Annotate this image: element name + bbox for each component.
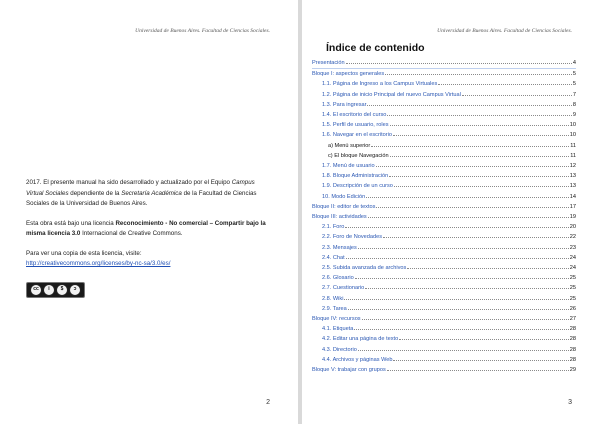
toc-entry-page: 4 [572, 60, 576, 66]
license-link[interactable]: http://creativecommons.org/licenses/by-nc-sa/3.0/es/ [26, 260, 171, 267]
toc-entry-page: 19 [569, 214, 576, 221]
toc-entry[interactable] [312, 232, 576, 242]
toc-title: Índice de contenido [326, 42, 425, 54]
dot-leader [368, 217, 569, 218]
toc-entry[interactable] [312, 192, 576, 202]
toc-entry-page: 11 [570, 152, 576, 159]
creative-commons-badge[interactable] [26, 282, 85, 298]
toc-entry[interactable] [312, 304, 576, 314]
dot-leader [387, 370, 569, 371]
toc-entry-page: 25 [569, 275, 576, 282]
toc-entry-label: 1.2. Página de inicio Principal del nuevo Campus Virtual [322, 91, 461, 98]
toc-entry-label: Bloque II: editor de textos [312, 203, 376, 210]
toc-entry-page: 10 [569, 122, 576, 129]
toc-entry[interactable] [312, 314, 576, 324]
toc-entry-page: 26 [569, 305, 576, 312]
toc-entry-page: 10 [569, 132, 576, 139]
toc-entry-label: 1.3. Para ingresar [322, 101, 367, 108]
dot-leader [393, 360, 568, 361]
toc-entry-label: 1.6. Navegar en el escritorio [322, 132, 392, 139]
toc-entry[interactable] [312, 151, 576, 161]
toc-entry[interactable] [312, 355, 576, 365]
toc-entry[interactable] [312, 243, 576, 253]
authorship-text: dependiente de la [68, 189, 122, 197]
dot-leader [346, 63, 572, 64]
license-notice [26, 178, 272, 298]
toc-entry[interactable] [312, 273, 576, 283]
table-of-contents [312, 58, 576, 375]
authorship-text: 2017. El presente manual ha sido desarrollado y actualizado por el Equipo [26, 179, 232, 186]
toc-entry-page: 24 [569, 265, 576, 272]
dot-leader [345, 227, 568, 228]
dot-leader [365, 288, 568, 289]
toc-entry-label: 2.2. Foro de Novedades [322, 234, 383, 241]
toc-entry-label: c) El bloque Navegación [328, 152, 389, 159]
dot-leader [387, 115, 572, 116]
sharealike-icon: ↄ [69, 284, 81, 296]
dot-leader [355, 278, 569, 279]
dot-leader [358, 248, 569, 249]
toc-entry[interactable] [312, 202, 576, 212]
dot-leader [344, 299, 568, 300]
toc-entry-page: 14 [569, 193, 576, 200]
toc-entry[interactable] [312, 100, 576, 110]
toc-entry-page: 28 [569, 356, 576, 363]
toc-entry-label: 2.1. Foro [322, 224, 345, 231]
toc-entry-page: 9 [572, 112, 576, 119]
toc-entry-page: 5 [572, 71, 576, 78]
toc-entry[interactable] [312, 212, 576, 222]
team-name: Campus Virtual Sociales [26, 179, 255, 197]
dot-leader [354, 329, 568, 330]
toc-entry-page: 20 [569, 224, 576, 231]
dot-leader [346, 258, 569, 259]
toc-entry-page: 24 [569, 254, 576, 261]
toc-entry-page: 5 [572, 81, 576, 88]
dot-leader [366, 197, 569, 198]
toc-entry[interactable] [312, 130, 576, 140]
dot-leader [367, 105, 571, 106]
toc-entry-page: 27 [569, 316, 576, 323]
dot-leader [383, 237, 569, 238]
toc-entry-page: 28 [569, 326, 576, 333]
secretariat-name: Secretaría Académica [121, 189, 182, 197]
toc-entry-label: 1.7. Menú de usuario [322, 163, 375, 170]
running-head: Universidad de Buenos Aires. Facultad de Ciencias Sociales. [135, 28, 270, 34]
dot-leader [358, 350, 569, 351]
toc-entry-page: 23 [569, 244, 576, 251]
toc-entry[interactable] [312, 334, 576, 344]
toc-entry-label: Bloque V: trabajar con grupos [312, 367, 386, 374]
toc-entry-label: 4.4. Archivos y páginas Web [322, 356, 393, 363]
dot-leader [390, 156, 570, 157]
dot-leader [438, 84, 572, 85]
toc-entry-label: 2.3. Mensajes [322, 244, 357, 251]
toc-entry-label: 1.9. Descripción de un curso [322, 183, 393, 190]
toc-entry-label: Presentación [312, 60, 345, 66]
toc-entry[interactable] [312, 324, 576, 334]
toc-entry[interactable] [312, 110, 576, 120]
toc-entry[interactable] [312, 79, 576, 89]
toc-entry[interactable] [312, 141, 576, 151]
dot-leader [385, 74, 572, 75]
toc-entry-page: 7 [572, 91, 576, 98]
toc-entry[interactable] [312, 345, 576, 355]
toc-entry-label: Bloque III: actividades [312, 214, 367, 221]
license-text: Esta obra está bajo una licencia [26, 219, 116, 227]
right-page [302, 0, 600, 424]
toc-entry[interactable] [312, 263, 576, 273]
dot-leader [393, 135, 569, 136]
toc-entry-label: 2.8. Wiki [322, 295, 344, 302]
toc-entry-label: 4.2. Editar una página de texto [322, 336, 399, 343]
dot-leader [348, 309, 569, 310]
left-page [0, 0, 298, 424]
attribution-icon: i [43, 284, 55, 296]
toc-entry-page: 25 [569, 285, 576, 292]
toc-entry-page: 28 [569, 346, 576, 353]
license-text: Internacional de Creative Commons. [80, 230, 183, 237]
toc-entry[interactable] [312, 283, 576, 293]
toc-entry-page: 25 [569, 295, 576, 302]
license-link-intro: Para ver una copia de esta licencia, visite: [26, 249, 142, 257]
toc-entry-label: Bloque I: aspectos generales [312, 71, 385, 78]
toc-entry-label: 1.8. Bloque Administración [322, 173, 389, 180]
noncommercial-icon: $ [56, 284, 68, 296]
toc-entry-label: 2.4. Chat [322, 254, 345, 261]
dot-leader [376, 207, 568, 208]
toc-entry[interactable] [312, 58, 576, 68]
toc-entry-label: 1.4. El escritorio del curso [322, 112, 387, 119]
toc-entry-page: 29 [569, 367, 576, 374]
toc-entry[interactable] [312, 294, 576, 304]
toc-entry-label: 2.9. Tarea [322, 305, 347, 312]
toc-entry-label: 1.5. Perfil de usuario, roles [322, 122, 389, 129]
dot-leader [371, 146, 569, 147]
toc-entry-label: 2.5. Subida avanzada de archivos [322, 265, 407, 272]
dot-leader [399, 339, 569, 340]
cc-icon: cc [30, 284, 42, 296]
toc-entry[interactable] [312, 253, 576, 263]
toc-entry-label: 4.1. Etiqueta [322, 326, 354, 333]
dot-leader [394, 186, 569, 187]
dot-leader [390, 125, 569, 126]
toc-entry-page: 12 [569, 163, 576, 170]
toc-entry-page: 28 [569, 336, 576, 343]
toc-entry[interactable] [312, 181, 576, 191]
authorship-text: de la Facultad de Ciencias Sociales de la Universidad de Buenos Aires. [26, 189, 257, 207]
toc-entry[interactable] [312, 222, 576, 232]
toc-entry-label: a) Menú superior [328, 142, 371, 149]
toc-entry-page: 8 [572, 101, 576, 108]
license-paragraph [26, 219, 272, 240]
toc-entry[interactable] [312, 68, 576, 79]
toc-entry-label: 2.7. Cuestionario [322, 285, 365, 292]
running-head: Universidad de Buenos Aires. Facultad de Ciencias Sociales. [437, 28, 572, 34]
toc-entry-label: 2.6. Glosario [322, 275, 354, 282]
toc-entry[interactable] [312, 161, 576, 171]
toc-entry-page: 22 [569, 234, 576, 241]
toc-entry-page: 11 [570, 142, 576, 149]
dot-leader [362, 319, 569, 320]
toc-entry-page: 13 [569, 183, 576, 190]
toc-entry[interactable] [312, 120, 576, 130]
license-name: Reconocimiento - No comercial – Compartir bajo la misma licencia 3.0 [26, 219, 266, 237]
dot-leader [407, 268, 568, 269]
page-number: 2 [266, 399, 270, 406]
page-number: 3 [568, 399, 572, 406]
toc-entry[interactable] [312, 365, 576, 375]
dot-leader [462, 95, 572, 96]
toc-entry[interactable] [312, 90, 576, 100]
toc-entry-label: 4.3. Directorio [322, 346, 357, 353]
toc-entry-label: 10. Modo Edición [322, 193, 366, 200]
authorship-paragraph [26, 178, 272, 210]
toc-entry[interactable] [312, 171, 576, 181]
toc-entry-label: 1.1. Página de Ingreso a los Campus Virtuales [322, 81, 438, 88]
toc-entry-page: 13 [569, 173, 576, 180]
toc-entry-page: 17 [569, 203, 576, 210]
license-link-paragraph [26, 249, 272, 270]
dot-leader [389, 176, 569, 177]
dot-leader [376, 166, 569, 167]
toc-entry-label: Bloque IV: recursos [312, 316, 361, 323]
